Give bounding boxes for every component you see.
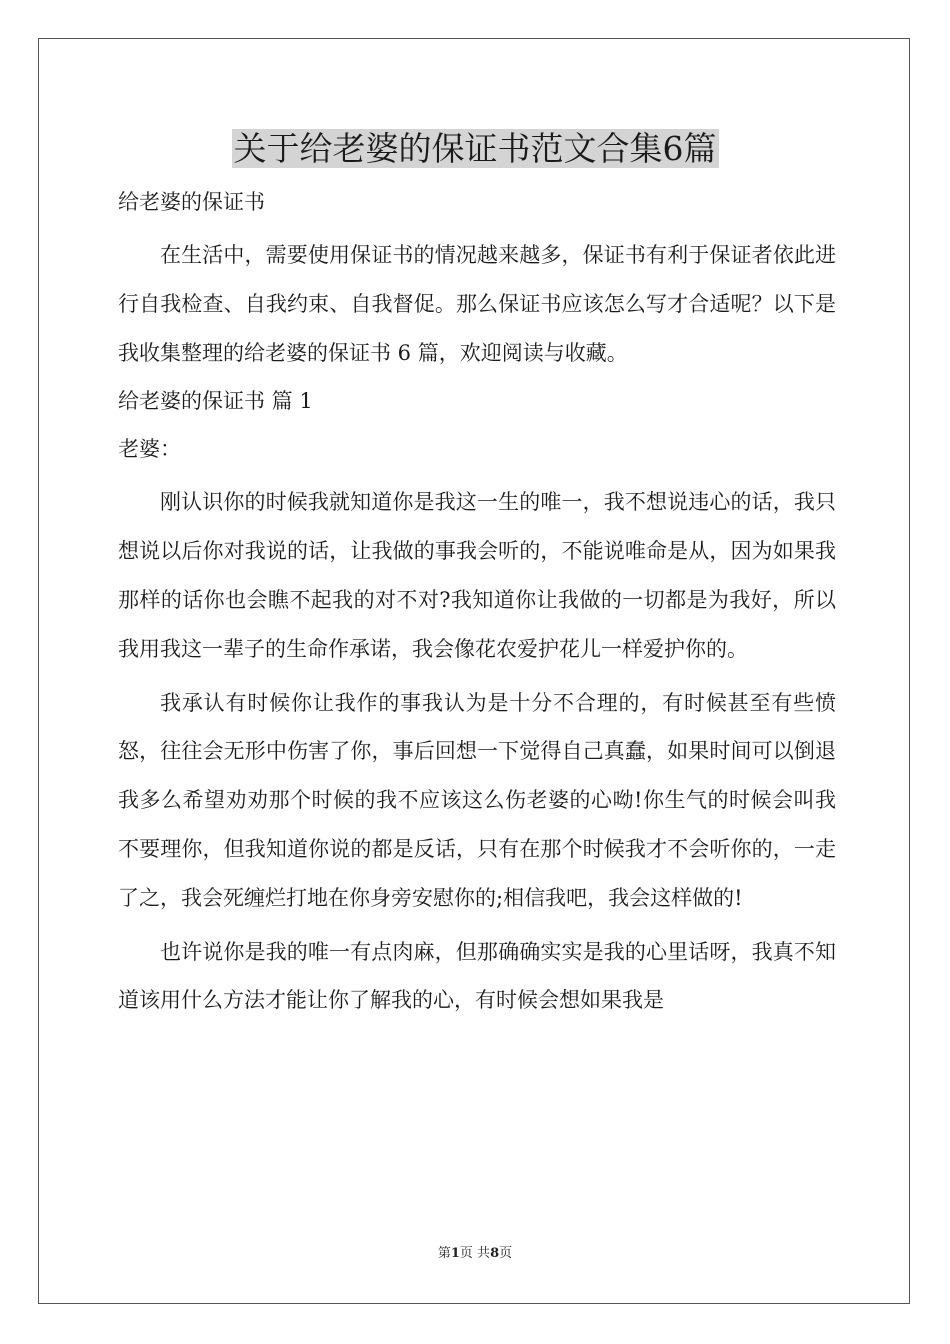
section-heading: 给老婆的保证书 篇 1 [118,389,313,414]
body-paragraph-2: 我承认有时候你让我作的事我认为是十分不合理的，有时候甚至有些愤怒，往往会无形中伤害了你，事后回想一下觉得自己真蠢，如果时间可以倒退我多么希望劝劝那个时候的我不应该这么伤老婆的心呦!你生气的时候会叫我不要理你，但我知道你说的都是反话，只有在那个时候我才不会听你的，一走了之，我会死缠烂打地在你身旁安慰你的;相信我吧，我会这样做的! [118,690,836,910]
page-prefix: 第 [437,1246,451,1261]
page-footer [0,1245,950,1263]
body-paragraph-1: 刚认识你的时候我就知道你是我这一生的唯一，我不想说违心的话，我只想说以后你对我说的话，让我做的事我会听的，不能说唯命是从，因为如果我那样的话你也会瞧不起我的对不对?我知道你让我做的一切都是为我好，所以我用我这一辈子的生命作承诺，我会像花农爱护花儿一样爱护你的。 [118,490,836,661]
body-paragraph-3: 也许说你是我的唯一有点肉麻，但那确确实实是我的心里话呀，我真不知道该用什么方法才能让你了解我的心，有时候会想如果我是 [118,939,836,1013]
page-current: 1 [450,1246,460,1261]
document-subtitle: 给老婆的保证书 [118,190,265,214]
page-suffix: 页 [499,1246,513,1261]
salutation: 老婆： [118,437,181,462]
page-total: 8 [490,1246,500,1261]
document-body [118,178,836,1025]
document-title [0,126,950,172]
document-title-text: 关于给老婆的保证书范文合集6篇 [233,129,717,168]
page-mid: 页 共 [459,1246,491,1261]
intro-paragraph: 在生活中，需要使用保证书的情况越来越多，保证书有利于保证者依此进行自我检查、自我约束、自我督促。那么保证书应该怎么写才合适呢？以下是我收集整理的给老婆的保证书 6 篇，欢迎阅读与收藏。 [118,243,836,365]
